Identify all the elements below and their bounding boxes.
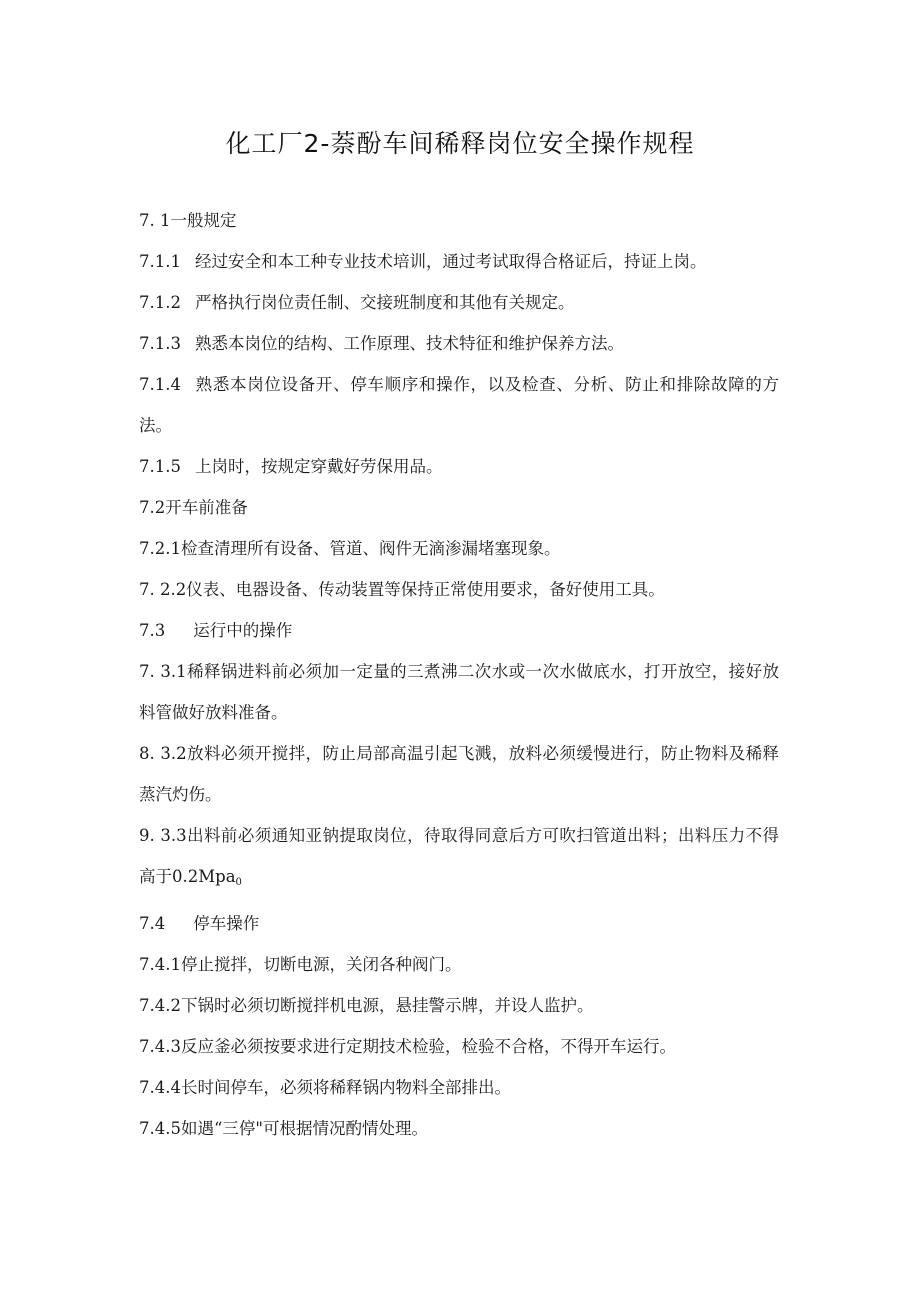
clause-text: 上岗时，按规定穿戴好劳保用品。	[194, 457, 443, 476]
section-heading	[139, 610, 779, 651]
clause-text: 下锅时必须切断搅拌机电源，悬挂警示牌，并设人监护。	[180, 996, 594, 1015]
clause	[139, 569, 779, 610]
section-text: 开车前准备	[165, 498, 248, 517]
section-text: 运行中的操作	[193, 621, 293, 640]
clause-text: 严格执行岗位责任制、交接班制度和其他有关规定。	[194, 293, 575, 312]
section-heading	[139, 903, 779, 944]
clause-number: 7.1.2	[139, 293, 181, 312]
clause-number: 7.1.5	[139, 457, 181, 476]
clause-text: 稀释锅进料前必须加一定量的三煮沸二次水或一次水做底水，打开放空，接好放料管做好放料准备。	[139, 662, 779, 722]
clause-text: 反应釜必须按要求进行定期技术检验，检验不合格，不得开车运行。	[180, 1037, 676, 1056]
clause	[139, 323, 779, 364]
clause-text: 停止搅拌，切断电源，关闭各种阀门。	[180, 955, 462, 974]
clause	[139, 944, 779, 985]
clause-text: 仪表、电器设备、传动装置等保持正常使用要求，备好使用工具。	[186, 580, 665, 599]
section-heading	[139, 200, 779, 241]
document-body	[139, 200, 779, 1149]
section-heading	[139, 487, 779, 528]
clause	[139, 1067, 779, 1108]
clause	[139, 446, 779, 487]
clause	[139, 1026, 779, 1067]
clause	[139, 364, 779, 446]
clause-number: 7.4.2	[139, 996, 181, 1015]
clause-number: 7. 2.2	[139, 580, 187, 599]
clause-text: 检查清理所有设备、管道、阀件无滴渗漏堵塞现象。	[180, 539, 561, 558]
section-text: 一般规定	[170, 211, 237, 230]
section-number: 7.2	[139, 498, 166, 517]
clause-number: 7.4.1	[139, 955, 181, 974]
clause-number: 7.4.5	[139, 1119, 181, 1138]
clause-text: 熟悉本岗位设备开、停车顺序和操作，以及检查、分析、防止和排除故障的方法。	[139, 375, 779, 435]
clause	[139, 241, 779, 282]
section-number: 7.3	[139, 621, 166, 640]
clause-number: 7.1.4	[139, 375, 181, 394]
clause-text: 如遇“三停"可根据情况酌情处理。	[180, 1119, 429, 1138]
clause-number: 7.4.3	[139, 1037, 181, 1056]
clause	[139, 815, 779, 903]
clause	[139, 651, 779, 733]
clause-number: 7.1.1	[139, 252, 181, 271]
clause	[139, 985, 779, 1026]
clause	[139, 733, 779, 815]
section-number: 7.4	[139, 914, 166, 933]
clause	[139, 528, 779, 569]
clause-number: 8. 3.2	[139, 744, 187, 763]
clause-number: 7.4.4	[139, 1078, 181, 1097]
clause-text: 熟悉本岗位的结构、工作原理、技术特征和维护保养方法。	[194, 334, 624, 353]
clause-text: 出料前必须通知亚钠提取岗位，待取得同意后方可吹扫管道出料；出料压力不得高于0.2Mpa	[139, 826, 779, 886]
clause-number: 9. 3.3	[139, 826, 187, 845]
clause-text: 放料必须开搅拌，防止局部高温引起飞溅，放料必须缓慢进行，防止物料及稀释蒸汽灼伤。	[139, 744, 779, 804]
clause	[139, 282, 779, 323]
clause	[139, 1108, 779, 1149]
clause-text: 长时间停车，必须将稀释锅内物料全部排出。	[180, 1078, 511, 1097]
clause-number: 7.1.3	[139, 334, 181, 353]
document-title: 化工厂2-萘酚车间稀释岗位安全操作规程	[225, 129, 695, 158]
section-text: 停车操作	[193, 914, 260, 933]
section-number: 7. 1	[139, 211, 171, 230]
clause-text: 经过安全和本工种专业技术培训，通过考试取得合格证后，持证上岗。	[194, 252, 707, 271]
subscript: 0	[235, 877, 242, 888]
clause-number: 7. 3.1	[139, 662, 187, 681]
clause-number: 7.2.1	[139, 539, 181, 558]
